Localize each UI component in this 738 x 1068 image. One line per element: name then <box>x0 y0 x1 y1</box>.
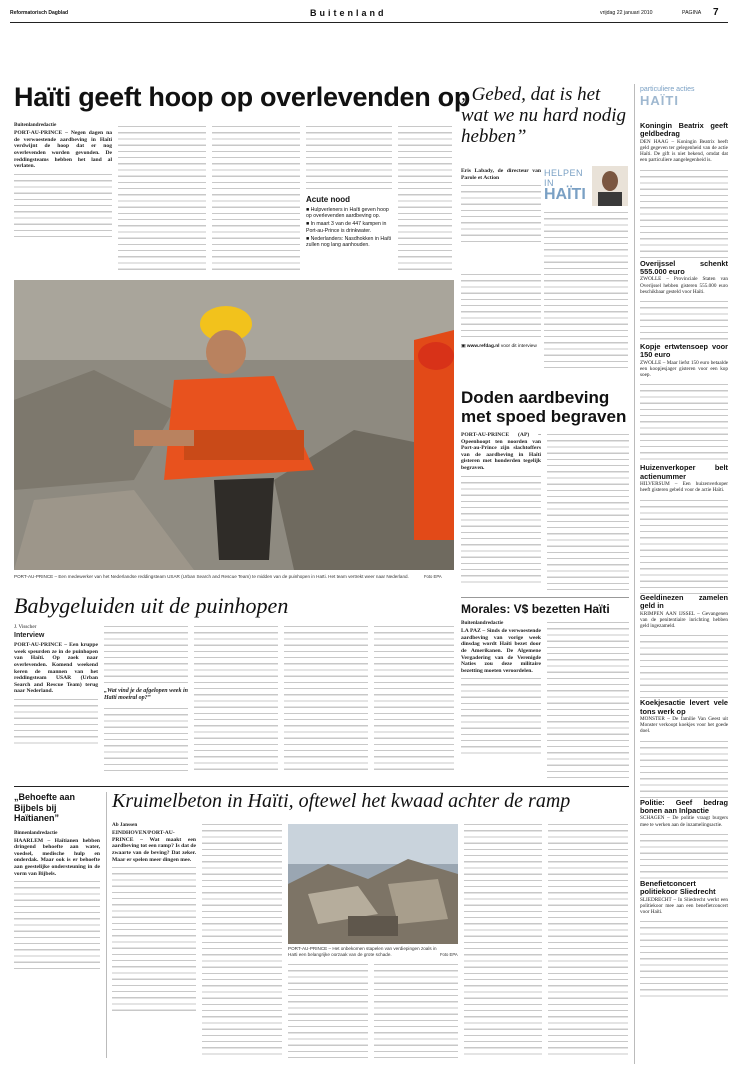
baby-intro: PORT-AU-PRINCE – Een kruppe week speurden ze in de puinhopen van Haïti. Op zoek naar overlevenden. Komend weekend keren de mannen van het reddingsteam USAR (Urban Search and Rescue Team) terug naar Nederland. <box>14 642 98 695</box>
morales-column-1 <box>461 620 541 778</box>
website-icon: ▣ <box>461 344 467 349</box>
morales-intro: LA PAZ – Sinds de verwoestende aardbeving van vorige week dinsdag wordt Haïti bezet door de Amerikanen. De Algemene Vergadering van de Verenigde Naties zou deze militaire bezetting moeten veroordelen. <box>461 628 541 674</box>
kruimel-column-2 <box>202 822 282 1058</box>
lead-body-col5 <box>398 124 452 272</box>
lead-body-col2 <box>118 124 206 272</box>
kruimel-column-6 <box>548 822 628 1058</box>
kruimel-intro: EINDHOVEN/PORT-AU-PRINCE – Wat maakt een aardbeving tot een ramp? Is dat de zwaarte van de beving? Dat zeker. Maar er spelen meer dingen mee. <box>112 830 196 863</box>
bijbels-byline: Binnenlandredactie <box>14 829 58 836</box>
sidebar-label-top: particuliere acties <box>640 86 695 93</box>
acute-nood-title: Acute nood <box>306 195 350 204</box>
acute-nood-item: ■ Nederlanders: Nasdhokken in Haïti zullen nog lang aanhouden. <box>306 235 392 249</box>
photo1-caption: PORT-AU-PRINCE – Een medewerker van het Nederlandse reddingsteam USAR (Urban Search and Rescue Team) te midden van de puinhopen in Haïti. Het team vertrekt weer naar Nederland. <box>14 574 409 579</box>
masthead-page-word: PAGINA <box>682 10 702 16</box>
sidebar-item: Huizenverkoper belt actienummer HILVERSUM – Een huizenverkoper heeft gisteren gebeld voor de actie Haïti. <box>640 464 728 593</box>
quote-headline: „Gebed, dat is het wat we nu hard nodig hebben” <box>461 84 627 147</box>
sidebar-item: Geeldinezen zamelen geld in KRIMPEN AAN IJSSEL – Gevangenen van de penitentiaire inrichting hebben geld ingezameld. <box>640 594 728 699</box>
bijbels-box <box>14 792 107 1058</box>
sidebar-item: Koningin Beatrix geeft geldbedrag DEN HAAG – Koningin Beatrix heeft geld gegeven ter gelegenheid van de actie Haïti. De gift is niet bekend, omdat dat een particuliere aangelegenheid is. <box>640 122 728 260</box>
sidebar-item: Kopje ertwtensoep voor 150 euro ZWOLLE – Maar liefst 150 euro betaalde een koopjesjager gisteren voor een kop soep. <box>640 343 728 464</box>
baby-headline: Babygeluiden uit de puinhopen <box>14 593 289 618</box>
baby-body-text <box>14 697 98 747</box>
sidebar-item: Koekjesactie levert vele tons werk op MONSTER – De familie Van Geest uit Monster verkoopt koekjes voor het goede doel. <box>640 699 728 798</box>
acute-nood-box <box>306 195 392 271</box>
quote-body-col2 <box>544 210 628 370</box>
baby-column-5 <box>374 624 454 774</box>
quote-interview-label: Eris Labady, de directeur van Parole et Action <box>461 168 541 181</box>
lead-intro-column <box>14 122 112 272</box>
baby-column-1 <box>14 624 98 774</box>
baby-kicker: Interview <box>14 632 45 640</box>
bijbels-title: „Behoefte aan Bijbels bij Haïtianen” <box>14 792 76 823</box>
sidebar-item: Benefietconcert politiekoor Sliedrecht SLIEDRECHT – In Sliedrecht werkt een politiekoor mee aan een benefietconcert voor Haïti. <box>640 880 728 999</box>
kruimel-column-5 <box>464 822 542 1058</box>
bijbels-intro: HAARLEM – Haïtianen hebben dringend behoefte aan water, voedsel, medische hulp en onderdak. Maar ook is er behoefte aan geestelijke ondersteuning in de vorm van Bijbels. <box>14 837 100 877</box>
doden-body-text <box>461 474 541 584</box>
sidebar-item: Overijssel schenkt 555.000 euro ZWOLLE – Provinciale Staten van Overijssel hebben gisteren 555.000 euro beschikbaar gesteld voor Haïti. <box>640 260 728 343</box>
bottom-section-rule <box>14 786 629 787</box>
kruimel-headline: Kruimelbeton in Haïti, oftewel het kwaad achter de ramp <box>112 790 571 812</box>
lead-intro: PORT-AU-PRINCE – Negen dagen na de verwoestende aardbeving in Haïti verdwijnt de hoop dat er nog overlevenden worden gevonden. De reddingsteams hebben het land al verlaten. <box>14 130 112 170</box>
baby-column-3 <box>194 624 278 774</box>
lead-headline: Haïti geeft hoop op overlevenden op <box>14 82 471 112</box>
quote-interview-intro <box>461 168 541 268</box>
lead-body-text <box>14 172 112 242</box>
doden-headline: Doden aardbeving met spoed begraven <box>461 388 627 426</box>
kruimel-body-text <box>112 865 196 1015</box>
lead-body-col4-top <box>306 124 392 190</box>
morales-column-2 <box>547 620 629 778</box>
masthead <box>10 8 728 20</box>
doden-column-1 <box>461 432 541 592</box>
baby-pullquote: „Wat vind je de afgelopen week in Haïti moeiral op?” <box>104 688 188 701</box>
lead-body-col3 <box>212 124 300 272</box>
doden-intro: PORT-AU-PRINCE (AP) – Opeenhoopt ten noorden van Port-au-Prince zijn slachtoffers van de aardbeving in Haïti gisteren met honderden tegelijk begraven. <box>461 432 541 471</box>
morales-body-text <box>461 676 541 756</box>
baby-column-4 <box>284 624 368 774</box>
masthead-newspaper: Reformatorisch Dagblad <box>10 10 69 16</box>
portrait-photo <box>592 166 628 206</box>
masthead-page-number: 7 <box>713 7 719 18</box>
bijbels-body-text <box>14 879 100 969</box>
acute-nood-item: ■ Hulpverleners in Haïti geven hoop op overlevenden aardbeving op. <box>306 207 389 220</box>
quote-interview-text <box>461 183 541 243</box>
sidebar-divider <box>634 84 635 1064</box>
sidebar-items <box>640 122 728 1062</box>
kruimel-photo-credit: Foto EPA <box>440 952 458 957</box>
quote-website-note: ▣ www.refdag.nl voor dit interview <box>461 344 537 349</box>
kruimel-byline: Ab Janssen <box>112 822 138 828</box>
collapsed-building-photo <box>288 824 458 944</box>
helpen-logo-top: HELPEN IN <box>544 168 584 188</box>
morales-headline: Morales: V$ bezetten Haïti <box>461 602 610 616</box>
quote-body-col1-lower <box>461 272 541 338</box>
sidebar-item: Politie: Geef bedrag bonen aan Inlpactie SCHAGEN – De politie vraagt burgers mee te werken aan de inzamelingsactie. <box>640 799 728 880</box>
helpen-logo-bottom: HAÏTI <box>544 186 586 203</box>
helpen-logo <box>544 168 588 204</box>
masthead-section: Buitenland <box>310 8 387 18</box>
kruimel-column-4 <box>374 962 458 1058</box>
sidebar-label <box>640 86 730 108</box>
photo1-credit: Foto EPA <box>424 574 442 579</box>
doden-column-2 <box>547 432 629 592</box>
baby-column-2 <box>104 624 188 774</box>
baby-byline: J. Visscher <box>14 624 37 630</box>
masthead-rule <box>10 22 728 23</box>
morales-rule <box>461 597 629 598</box>
kruimel-column-3 <box>288 962 368 1058</box>
acute-nood-item: ■ In maart 3 van de 447 kampen in Port-au-Prince is drinkwater. <box>306 221 387 234</box>
morales-byline: Buitenlandredactie <box>461 620 504 626</box>
sidebar-label-bottom: HAÏTI <box>640 93 679 108</box>
lead-byline: Buitenlandredactie <box>14 122 57 128</box>
rescue-worker-photo <box>14 280 454 570</box>
kruimel-column-1 <box>112 822 196 1058</box>
kruimel-photo-caption: PORT-AU-PRINCE – Het onbekomen stapelen van verdiepingen zoals in Haïti een belangrijke oorzaak van de grote schade. <box>288 946 437 957</box>
masthead-date: vrijdag 22 januari 2010 <box>600 10 653 16</box>
